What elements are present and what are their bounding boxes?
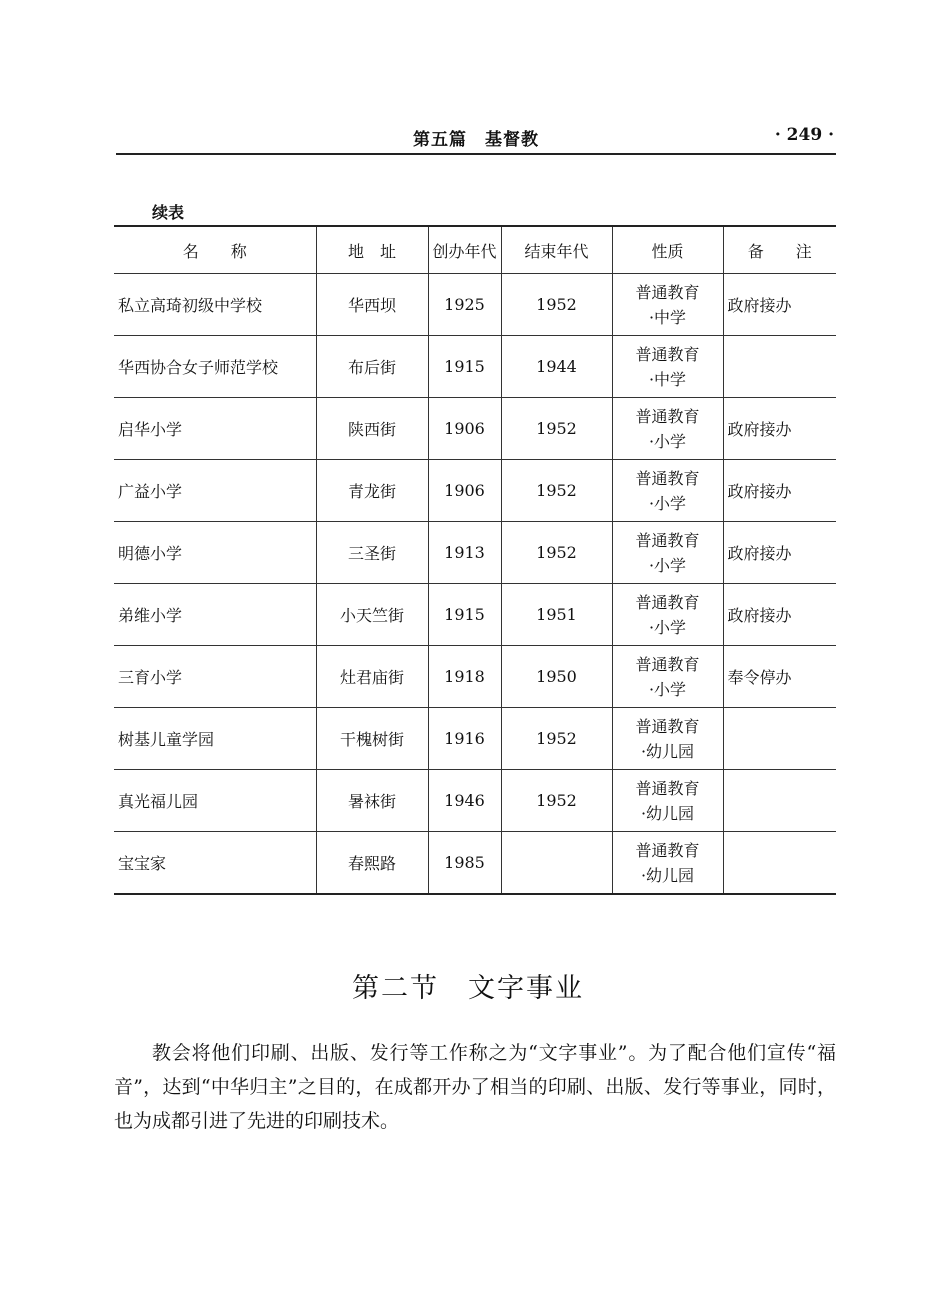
cell-ended: 1952 bbox=[501, 460, 612, 522]
cell-nature bbox=[612, 398, 723, 460]
cell-name: 树基儿童学园 bbox=[114, 708, 316, 770]
cell-name: 启华小学 bbox=[114, 398, 316, 460]
cell-founded: 1906 bbox=[428, 398, 501, 460]
cell-founded: 1915 bbox=[428, 336, 501, 398]
cell-note bbox=[723, 708, 836, 770]
nature-level: ·中学 bbox=[648, 307, 687, 327]
table-row bbox=[114, 522, 836, 584]
table-row bbox=[114, 398, 836, 460]
cell-ended: 1951 bbox=[501, 584, 612, 646]
column-header-name: 名 称 bbox=[114, 226, 316, 274]
cell-ended: 1944 bbox=[501, 336, 612, 398]
cell-note: 政府接办 bbox=[723, 274, 836, 336]
column-header-address: 地 址 bbox=[316, 226, 428, 274]
cell-name: 广益小学 bbox=[114, 460, 316, 522]
cell-address: 春熙路 bbox=[316, 832, 428, 895]
table-header-row bbox=[114, 226, 836, 274]
nature-level: ·幼儿园 bbox=[640, 741, 695, 761]
column-header-founded: 创办年代 bbox=[428, 226, 501, 274]
cell-nature bbox=[612, 770, 723, 832]
nature-category: 普通教育 bbox=[635, 840, 700, 860]
cell-name: 宝宝家 bbox=[118, 854, 167, 873]
cell-address: 陕西街 bbox=[316, 398, 428, 460]
cell-founded: 1906 bbox=[428, 460, 501, 522]
cell-address: 三圣街 bbox=[316, 522, 428, 584]
cell-note: 政府接办 bbox=[723, 398, 836, 460]
cell-name: 弟维小学 bbox=[114, 584, 316, 646]
nature-level: ·小学 bbox=[648, 617, 687, 637]
cell-founded: 1916 bbox=[428, 708, 501, 770]
cell-founded: 1985 bbox=[428, 832, 501, 895]
cell-note: 政府接办 bbox=[723, 460, 836, 522]
nature-category: 普通教育 bbox=[635, 654, 700, 674]
cell-address: 华西坝 bbox=[316, 274, 428, 336]
cell-name: 华西协合女子师范学校 bbox=[114, 336, 316, 398]
cell-note: 政府接办 bbox=[723, 522, 836, 584]
nature-level: ·小学 bbox=[648, 493, 687, 513]
cell-address: 干槐树街 bbox=[316, 708, 428, 770]
cell-address: 青龙街 bbox=[316, 460, 428, 522]
table-continued-label: 续表 bbox=[152, 203, 185, 222]
cell-name: 真光福儿园 bbox=[114, 770, 316, 832]
page-number: · 249 · bbox=[774, 125, 834, 145]
table-row bbox=[114, 646, 836, 708]
cell-address: 暑袜街 bbox=[316, 770, 428, 832]
nature-category: 普通教育 bbox=[635, 592, 700, 612]
cell-founded: 1913 bbox=[428, 522, 501, 584]
schools-table bbox=[114, 225, 836, 895]
cell-ended bbox=[501, 832, 612, 895]
cell-ended: 1952 bbox=[501, 274, 612, 336]
nature-category: 普通教育 bbox=[635, 530, 700, 550]
cell-nature bbox=[612, 460, 723, 522]
cell-address: 灶君庙街 bbox=[316, 646, 428, 708]
table-row bbox=[114, 832, 836, 895]
cell-note: 奉令停办 bbox=[723, 646, 836, 708]
page-header bbox=[116, 123, 836, 155]
table-row bbox=[114, 770, 836, 832]
body-paragraph: 教会将他们印刷、出版、发行等工作称之为“文字事业”。为了配合他们宣传“福音”，达到“中华归主”之目的，在成都开办了相当的印刷、出版、发行等事业，同时，也为成都引进了先进的印刷技术。 bbox=[114, 1042, 836, 1132]
nature-category: 普通教育 bbox=[635, 468, 700, 488]
column-header-ended: 结束年代 bbox=[501, 226, 612, 274]
nature-level: ·中学 bbox=[648, 369, 687, 389]
nature-category: 普通教育 bbox=[635, 778, 700, 798]
column-header-nature: 性质 bbox=[612, 226, 723, 274]
cell-address: 小天竺街 bbox=[316, 584, 428, 646]
nature-level: ·小学 bbox=[648, 431, 687, 451]
chapter-title: 第五篇 基督教 bbox=[413, 130, 539, 150]
cell-note bbox=[723, 336, 836, 398]
cell-founded: 1915 bbox=[428, 584, 501, 646]
cell-note: 政府接办 bbox=[723, 584, 836, 646]
nature-level: ·幼儿园 bbox=[640, 803, 695, 823]
table-body bbox=[114, 274, 836, 895]
cell-note bbox=[723, 770, 836, 832]
table-row bbox=[114, 460, 836, 522]
table-row bbox=[114, 708, 836, 770]
nature-category: 普通教育 bbox=[635, 406, 700, 426]
cell-name: 私立高琦初级中学校 bbox=[114, 274, 316, 336]
cell-name: 明德小学 bbox=[114, 522, 316, 584]
nature-level: ·小学 bbox=[648, 679, 687, 699]
cell-ended: 1952 bbox=[501, 708, 612, 770]
table-row bbox=[114, 274, 836, 336]
nature-level: ·小学 bbox=[648, 555, 687, 575]
cell-nature bbox=[612, 274, 723, 336]
cell-founded: 1925 bbox=[428, 274, 501, 336]
nature-level: ·幼儿园 bbox=[640, 865, 695, 885]
cell-name: 三育小学 bbox=[114, 646, 316, 708]
cell-founded: 1946 bbox=[428, 770, 501, 832]
column-header-note: 备 注 bbox=[723, 226, 836, 274]
section-title: 第二节 文字事业 bbox=[352, 973, 584, 1004]
table-row bbox=[114, 584, 836, 646]
cell-note bbox=[723, 832, 836, 895]
cell-nature bbox=[612, 708, 723, 770]
cell-nature bbox=[612, 646, 723, 708]
cell-ended: 1952 bbox=[501, 398, 612, 460]
cell-ended: 1952 bbox=[501, 770, 612, 832]
cell-nature bbox=[612, 522, 723, 584]
cell-founded: 1918 bbox=[428, 646, 501, 708]
cell-ended: 1950 bbox=[501, 646, 612, 708]
cell-nature bbox=[612, 584, 723, 646]
table-row bbox=[114, 336, 836, 398]
nature-category: 普通教育 bbox=[635, 282, 700, 302]
nature-category: 普通教育 bbox=[635, 716, 700, 736]
cell-nature bbox=[612, 336, 723, 398]
cell-nature bbox=[612, 832, 723, 895]
cell-address: 布后街 bbox=[316, 336, 428, 398]
nature-category: 普通教育 bbox=[635, 344, 700, 364]
cell-ended: 1952 bbox=[501, 522, 612, 584]
